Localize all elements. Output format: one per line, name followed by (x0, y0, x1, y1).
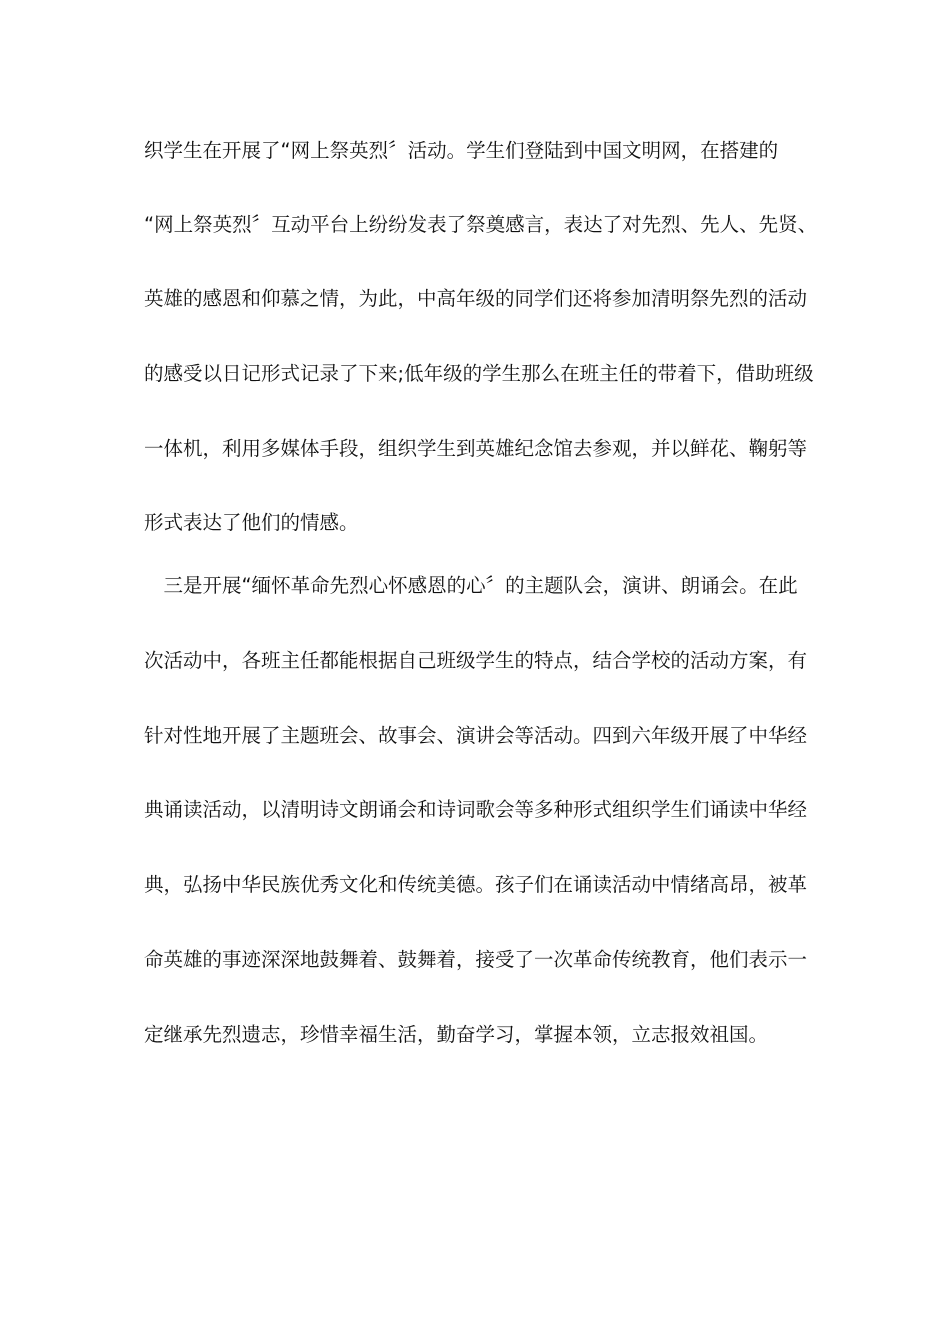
paragraph-line: 一体机，利用多媒体手段，组织学生到英雄纪念馆去参观，并以鲜花、鞠躬等 (144, 437, 808, 460)
paragraph-line: 织学生在开展了“网上祭英烈〞活动。学生们登陆到中国文明网，在搭建的 (144, 139, 779, 162)
paragraph-line: “网上祭英烈〞互动平台上纷纷发表了祭奠感言，表达了对先烈、先人、先贤、 (144, 213, 818, 236)
paragraph-line: 定继承先烈遗志，珍惜幸福生活，勤奋学习，掌握本领，立志报效祖国。 (144, 1023, 769, 1046)
paragraph-line: 典诵读活动，以清明诗文朗诵会和诗词歌会等多种形式组织学生们诵读中华经 (144, 798, 808, 821)
paragraph-line: 次活动中，各班主任都能根据自己班级学生的特点，结合学校的活动方案，有 (144, 649, 808, 672)
paragraph-line: 形式表达了他们的情感。 (144, 511, 359, 534)
paragraph-line: 英雄的感恩和仰慕之情，为此，中高年级的同学们还将参加清明祭先烈的活动 (144, 287, 808, 310)
paragraph-line: 典，弘扬中华民族优秀文化和传统美德。孩子们在诵读活动中情绪高昂，被革 (144, 873, 808, 896)
paragraph-line: 命英雄的事迹深深地鼓舞着、鼓舞着，接受了一次革命传统教育，他们表示一 (144, 948, 808, 971)
paragraph-line: 针对性地开展了主题班会、故事会、演讲会等活动。四到六年级开展了中华经 (144, 724, 808, 747)
paragraph-line: 三是开展“缅怀革命先烈心怀感恩的心〞的主题队会，演讲、朗诵会。在此 (144, 574, 798, 597)
paragraph-line: 的感受以日记形式记录了下来;低年级的学生那么在班主任的带着下，借助班级 (144, 362, 814, 385)
